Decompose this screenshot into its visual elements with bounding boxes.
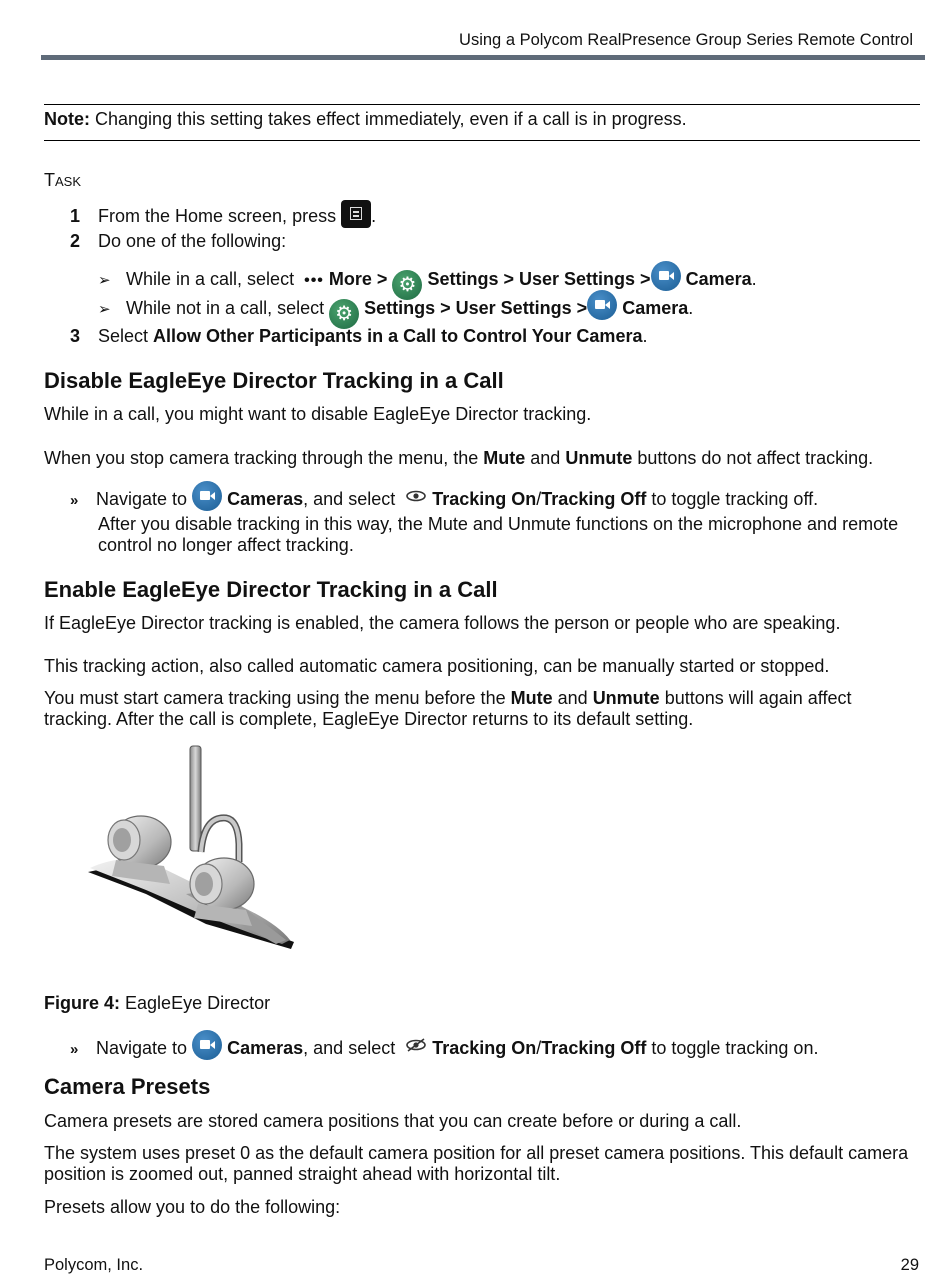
- eagleeye-director-figure: [86, 744, 302, 964]
- section-heading-presets: Camera Presets: [44, 1074, 211, 1099]
- paragraph: The system uses preset 0 as the default camera position for all preset camera positions. This default camera position is zoomed out, panned straight ahead with horizontal tilt.: [44, 1143, 909, 1184]
- bullet-tracking-on: » Navigate to Cameras, and select Tracking On/Tracking Off to toggle tracking on.: [70, 1030, 818, 1060]
- settings-gear-icon: ⚙: [329, 299, 359, 329]
- cameras-icon: [192, 481, 222, 511]
- bullet-marker: »: [70, 492, 79, 509]
- bullet-marker: »: [70, 1041, 79, 1058]
- header-rule: [41, 55, 925, 60]
- cameras-icon: [192, 1030, 222, 1060]
- bullet-tracking-off: » Navigate to Cameras, and select Tracking On/Tracking Off to toggle tracking off.: [70, 481, 818, 511]
- arrow-bullet-icon: ➢: [98, 272, 111, 289]
- page-number: 29: [900, 1256, 919, 1274]
- step-2-option-not-in-call: ➢ While not in a call, select ⚙ Settings > User Settings > Camera.: [98, 290, 693, 329]
- step-2: 2 Do one of the following:: [70, 231, 287, 251]
- eye-icon: [405, 489, 427, 503]
- camera-icon: [651, 261, 681, 291]
- figure-caption: Figure 4: EagleEye Director: [44, 993, 271, 1013]
- paragraph: Presets allow you to do the following:: [44, 1197, 341, 1217]
- step-2-option-in-call: ➢ While in a call, select ••• More > ⚙ Settings > User Settings > Camera.: [98, 261, 757, 300]
- camera-icon: [587, 290, 617, 320]
- home-menu-icon: [341, 200, 371, 228]
- task-heading: TASK: [44, 170, 82, 190]
- arrow-bullet-icon: ➢: [98, 301, 111, 318]
- paragraph: While in a call, you might want to disable EagleEye Director tracking.: [44, 404, 592, 424]
- note-rule-bottom: [44, 140, 920, 141]
- step-1: 1 From the Home screen, press .: [70, 200, 376, 228]
- paragraph: Camera presets are stored camera positions that you can create before or during a call.: [44, 1111, 742, 1131]
- eye-slash-icon: [405, 1038, 427, 1052]
- note-text: Changing this setting takes effect immediately, even if a call is in progress.: [95, 109, 687, 129]
- footer-company: Polycom, Inc.: [44, 1256, 144, 1274]
- more-dots-icon: •••: [304, 272, 324, 289]
- note-rule-top: [44, 104, 920, 105]
- paragraph: This tracking action, also called automatic camera positioning, can be manually started or stopped.: [44, 656, 830, 676]
- running-header: Using a Polycom RealPresence Group Series Remote Control: [459, 31, 913, 49]
- paragraph: You must start camera tracking using the menu before the Mute and Unmute buttons will again affect tracking. After the call is complete, EagleEye Director returns to its default setting.: [44, 688, 852, 729]
- settings-gear-icon: ⚙: [392, 270, 422, 300]
- step-3: 3 Select Allow Other Participants in a Call to Control Your Camera.: [70, 326, 648, 346]
- section-heading-disable: Disable EagleEye Director Tracking in a Call: [44, 368, 504, 393]
- indented-paragraph: After you disable tracking in this way, the Mute and Unmute functions on the microphone and remote control no longer affect tracking.: [98, 514, 899, 555]
- note-label: Note:: [44, 109, 90, 129]
- section-heading-enable: Enable EagleEye Director Tracking in a Call: [44, 577, 498, 602]
- note: [44, 109, 687, 130]
- paragraph: If EagleEye Director tracking is enabled, the camera follows the person or people who are speaking.: [44, 613, 841, 633]
- paragraph: When you stop camera tracking through the menu, the Mute and Unmute buttons do not affect tracking.: [44, 448, 874, 468]
